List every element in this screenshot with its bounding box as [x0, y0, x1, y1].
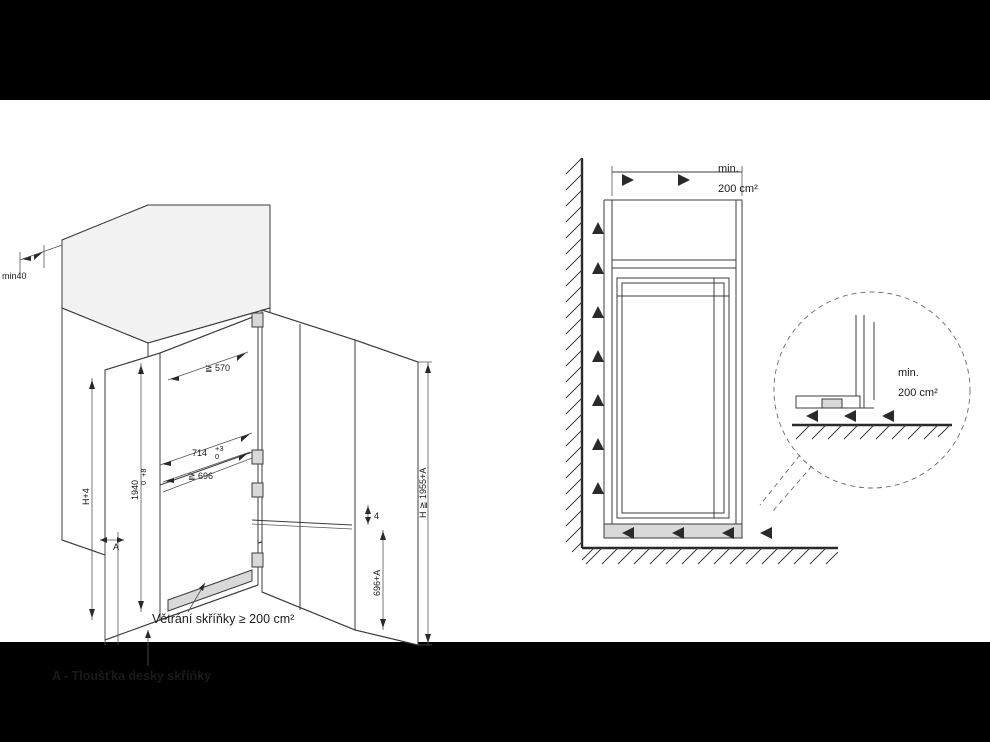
right-section-group — [566, 158, 970, 564]
detail-callout-group — [760, 292, 970, 512]
top-airflow-arrow-1 — [622, 174, 634, 186]
ventilation-label: Větrání skříňky ≥ 200 cm² — [152, 612, 295, 626]
dim-696a-label: 696+A — [372, 569, 382, 596]
dim-1940-tol-top: +8 — [139, 468, 148, 477]
top-min-label: min. — [718, 163, 739, 175]
detail-min-label: min. — [898, 367, 919, 379]
installation-diagram — [0, 100, 990, 683]
dim-min40 — [2, 245, 62, 281]
dim-h4-label: H+4 — [81, 488, 91, 505]
detail-circle — [774, 292, 970, 488]
detail-airflow-arrows — [806, 410, 894, 422]
dim-696-label: ≧ 696 — [188, 471, 214, 481]
floor-hatch — [582, 548, 838, 564]
dim-total-arrow-bot — [425, 634, 431, 643]
dim-total-height — [418, 362, 432, 645]
top-airflow — [612, 163, 758, 196]
detail-floor-hatch — [796, 425, 950, 439]
detail-leader-1 — [760, 455, 800, 505]
top-area-label: 200 cm² — [718, 183, 758, 195]
appliance-inner — [622, 283, 724, 513]
dim-714-tol-top: +3 — [215, 444, 224, 453]
dim-a-label: A — [113, 542, 120, 552]
diagram-canvas — [0, 100, 990, 683]
dim-570-label: ≧ 570 — [205, 363, 231, 373]
legend-a-label: A - Tloušťka desky skříňky — [52, 669, 212, 683]
detail-vent-block — [822, 399, 842, 408]
dim-total-arrow-top — [425, 364, 431, 373]
door-panel-outer — [355, 340, 418, 645]
top-airflow-arrow-2 — [678, 174, 690, 186]
hinge-bottom — [252, 553, 263, 567]
hinge-top — [252, 313, 263, 327]
detail-area-label: 200 cm² — [898, 387, 938, 399]
hinge-middle-upper — [252, 450, 263, 464]
legend-a-leader-arrow — [145, 630, 151, 638]
bottom-plinth — [604, 524, 742, 538]
dim-714-tol-bottom: 0 — [215, 452, 220, 461]
wall-vertical-hatch — [566, 158, 582, 552]
dim-1940-label: 1940 — [130, 479, 140, 500]
detail-leader-2 — [772, 466, 812, 512]
legend-a-callout — [52, 630, 211, 683]
dim-h4-arrow-bot — [89, 609, 95, 618]
left-perspective-group — [2, 205, 432, 683]
cabinet-door-panel — [262, 310, 355, 630]
side-airflow-arrows — [592, 222, 604, 494]
dim-total-label: H ≧ 1955+A — [418, 467, 428, 518]
dim-714-label: 714 — [192, 448, 208, 458]
dim-1940-tol-bottom: 0 — [139, 480, 148, 485]
hinge-middle-lower — [252, 483, 263, 497]
dim-4-label: 4 — [374, 511, 380, 521]
dim-min40-label: min40 — [2, 271, 27, 281]
